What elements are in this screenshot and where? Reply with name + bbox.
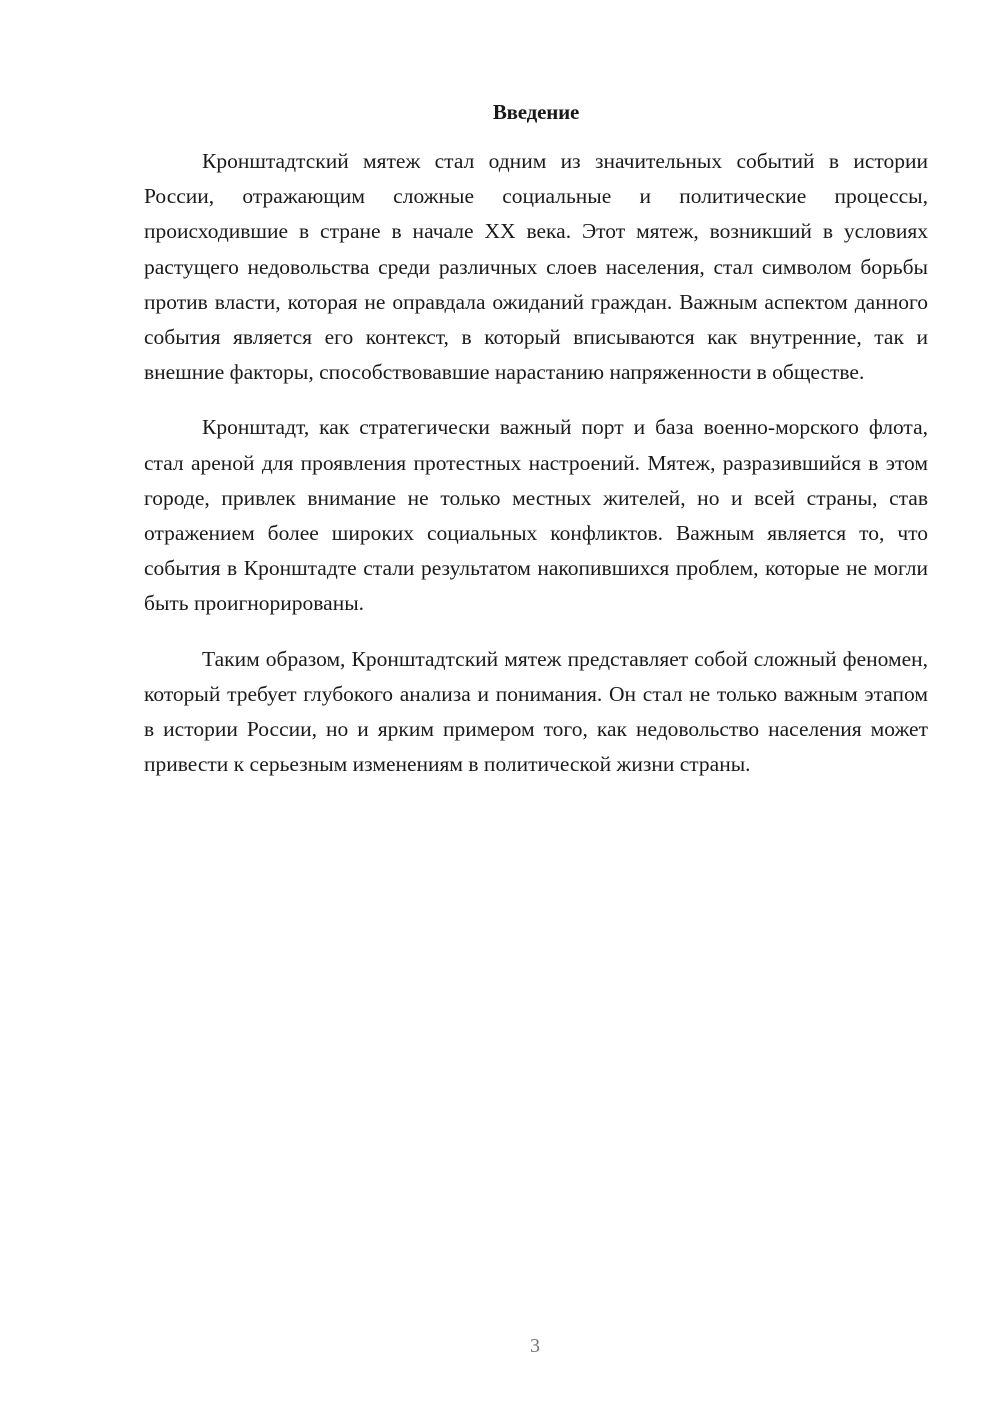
paragraph-3: Таким образом, Кронштадтский мятеж представляет собой сложный феномен, который требует глубокого анализа и понимания. Он стал не только важным этапом в истории России, но и ярким примером того, как недовольство населения может привести к серьезным изменениям в политической жизни страны. (144, 646, 928, 777)
paragraph-1: Кронштадтский мятеж стал одним из значительных событий в истории России, отражающим сложные социальные и политические процессы, происходившие в стране в начале XX века. Этот мятеж, возникший в условиях растущего недовольства среди различных слоев населения, стал символом борьбы против власти, которая не оправдала ожиданий граждан. Важным аспектом данного события является его контекст, в который вписываются как внутренние, так и внешние факторы, способствовавшие нарастанию напряженности в обществе. (144, 149, 928, 385)
section-heading: Введение (492, 100, 580, 124)
page-content (144, 96, 928, 802)
paragraph-2: Кронштадт, как стратегически важный порт и база военно-морского флота, стал ареной для проявления протестных настроений. Мятеж, разразившийся в этом городе, привлек внимание не только местных жителей, но и всей страны, став отражением более широких социальных конфликтов. Важным является то, что события в Кронштадте стали результатом накопившихся проблем, которые не могли быть проигнорированы. (144, 415, 928, 616)
page-number: 3 (530, 1335, 540, 1357)
